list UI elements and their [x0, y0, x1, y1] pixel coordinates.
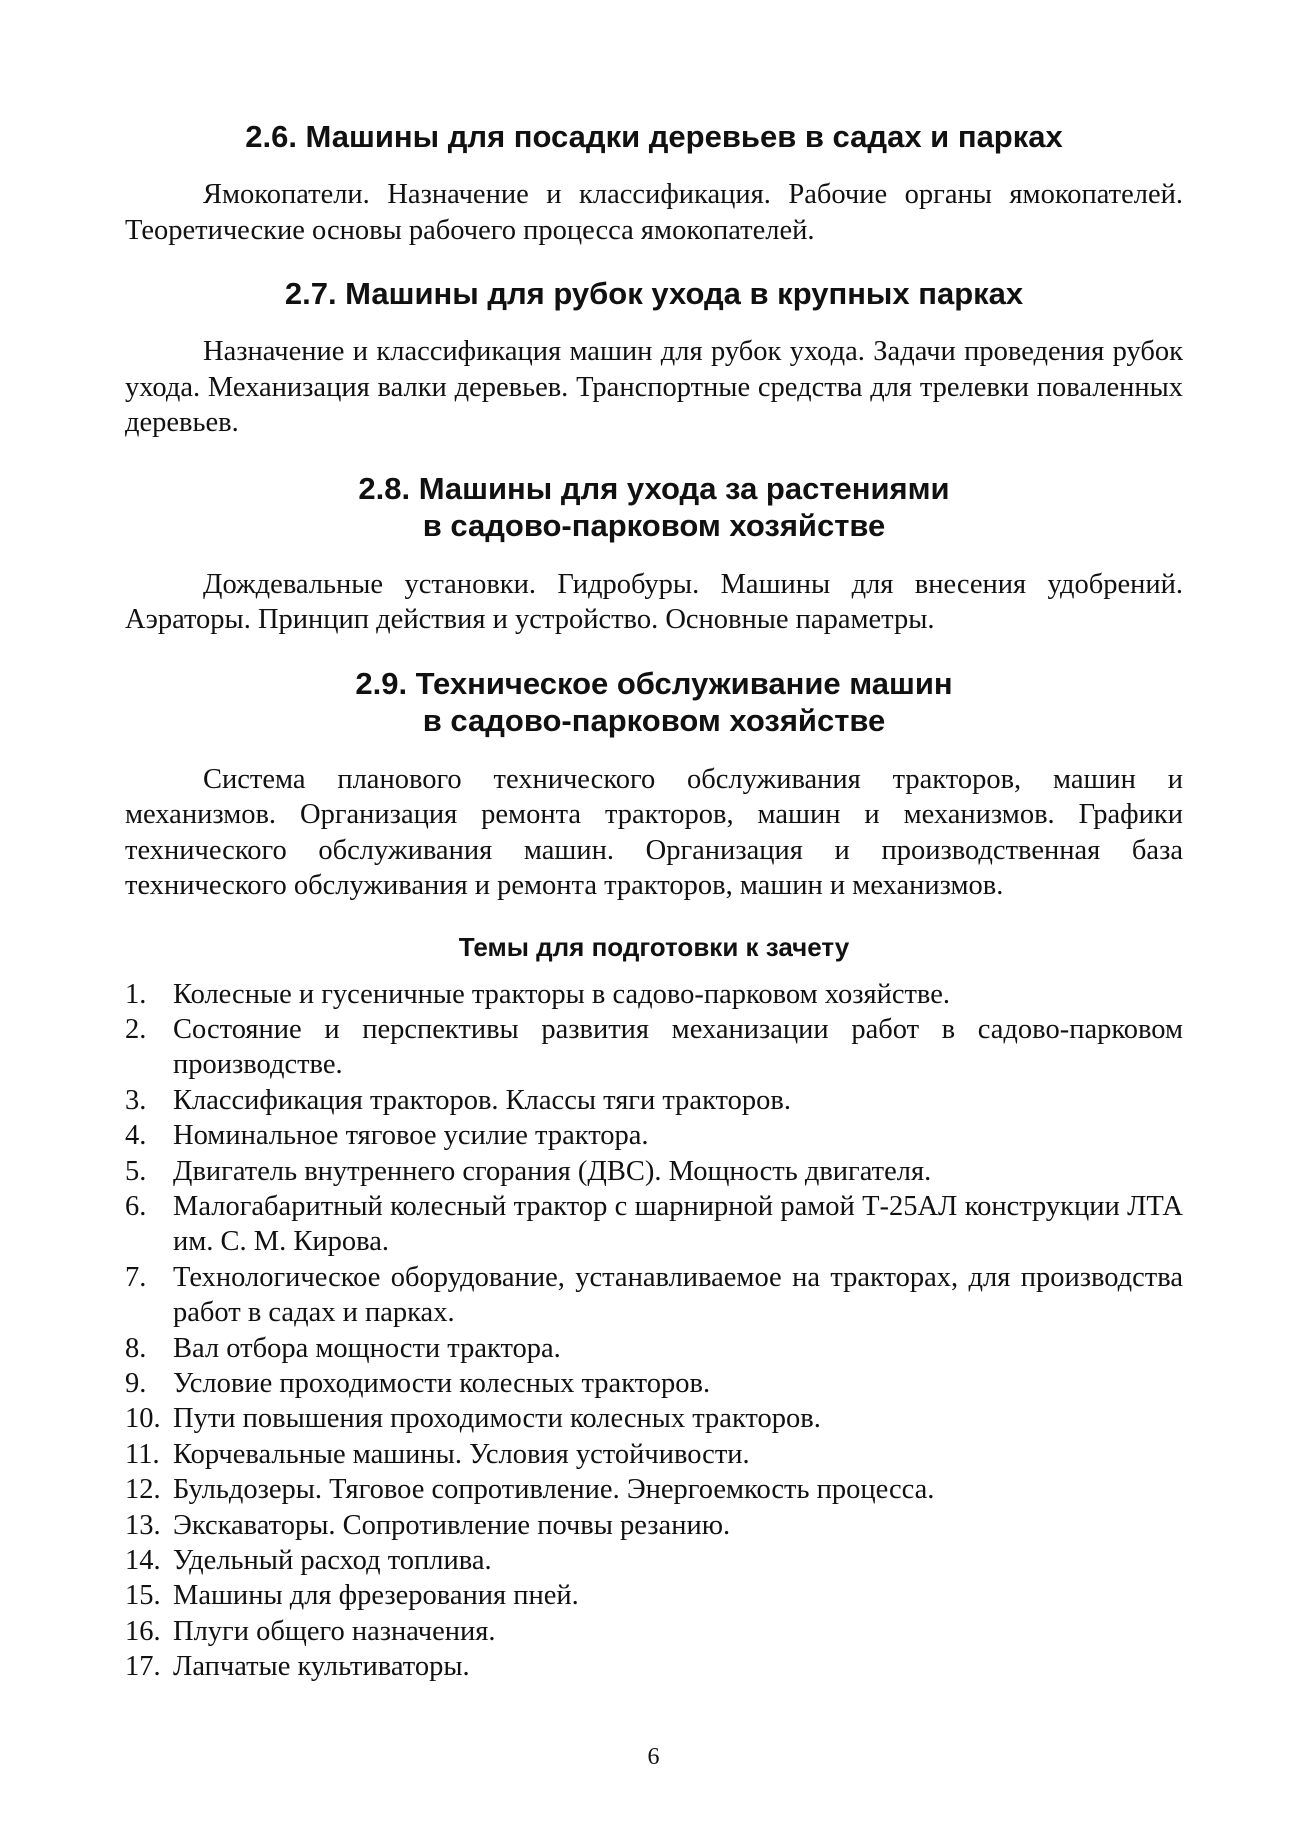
list-item-text: Состояние и перспективы развития механизации работ в садово-парковом производстве. [173, 1013, 1183, 1081]
list-item-text: Экскаваторы. Сопротивление почвы резанию. [173, 1509, 731, 1541]
list-item [125, 1543, 1183, 1578]
section-title-line: в садово-парковом хозяйстве [422, 702, 886, 738]
list-item [125, 1118, 1183, 1153]
section-title-line: 2.9. Техническое обслуживание машин [355, 665, 953, 701]
list-item-text: Пути повышения проходимости колесных тракторов. [173, 1403, 821, 1435]
section-title-line: в садово-парковом хозяйстве [422, 507, 886, 543]
list-item [125, 1260, 1183, 1331]
list-item-text: Колесные и гусеничные тракторы в садово-парковом хозяйстве. [173, 978, 950, 1010]
list-item-number: 13. [125, 1509, 161, 1541]
list-item [125, 1649, 1183, 1684]
list-item-number: 7. [125, 1261, 147, 1293]
list-item-text: Малогабаритный колесный трактор с шарнирной рамой Т-25АЛ конструкции ЛТА им. С. М. Кирова. [173, 1190, 1183, 1258]
section-2-8-text: Дождевальные установки. Гидробуры. Машины для внесения удобрений. Аэраторы. Принцип действия и устройство. Основные параметры. [125, 568, 1183, 635]
list-item [125, 1614, 1183, 1649]
list-item [125, 1331, 1183, 1366]
list-item [125, 1437, 1183, 1472]
list-item-number: 1. [125, 978, 147, 1010]
list-item-text: Классификация тракторов. Классы тяги тракторов. [173, 1084, 791, 1116]
list-item [125, 1012, 1183, 1083]
list-item [125, 1508, 1183, 1543]
list-item [125, 1401, 1183, 1436]
list-item-number: 17. [125, 1651, 161, 1683]
list-item-text: Плуги общего назначения. [173, 1615, 496, 1647]
list-item-number: 8. [125, 1332, 147, 1364]
list-item-text: Корчевальные машины. Условия устойчивости. [173, 1438, 750, 1470]
page-number: 6 [647, 1744, 660, 1770]
list-item-number: 16. [125, 1615, 161, 1647]
list-item-number: 3. [125, 1084, 147, 1116]
section-title-line: 2.6. Машины для посадки деревьев в садах и парках [245, 119, 1063, 154]
list-item [125, 1472, 1183, 1507]
list-item-number: 12. [125, 1474, 161, 1506]
list-item-number: 4. [125, 1120, 147, 1152]
list-item-text: Машины для фрезерования пней. [173, 1580, 579, 1612]
section-2-6-title [125, 118, 1183, 155]
list-item-text: Условие проходимости колесных тракторов. [173, 1367, 711, 1399]
list-item-text: Технологическое оборудование, устанавливаемое на тракторах, для производства работ в садах и парках. [173, 1261, 1183, 1329]
list-item-number: 5. [125, 1155, 147, 1187]
list-item-text: Двигатель внутреннего сгорания (ДВС). Мощность двигателя. [173, 1155, 932, 1187]
list-item-number: 10. [125, 1403, 161, 1435]
list-item-text: Удельный расход топлива. [173, 1545, 492, 1576]
list-item-number: 2. [125, 1013, 147, 1045]
document-page [125, 118, 1183, 1685]
section-title-line: 2.7. Машины для рубок ухода в крупных парках [284, 276, 1024, 311]
list-item-number: 9. [125, 1367, 147, 1399]
section-2-9-title [125, 665, 1183, 739]
section-2-7-text: Назначение и классификация машин для рубок ухода. Задачи проведения рубок ухода. Механизация валки деревьев. Транспортные средства для трелевки поваленных деревьев. [125, 336, 1183, 438]
list-item [125, 1083, 1183, 1118]
list-item [125, 1154, 1183, 1189]
list-item-text: Номинальное тяговое усилие трактора. [173, 1120, 649, 1152]
topics-list [125, 977, 1183, 1685]
list-item-number: 15. [125, 1580, 161, 1612]
section-2-7-title [125, 275, 1183, 312]
section-2-6-text: Ямокопатели. Назначение и классификация. Рабочие органы ямокопателей. Теоретические основы рабочего процесса ямокопателей. [125, 179, 1183, 246]
list-item-number: 11. [125, 1438, 160, 1470]
list-item-text: Бульдозеры. Тяговое сопротивление. Энергоемкость процесса. [173, 1474, 935, 1506]
list-item-number: 14. [125, 1545, 161, 1576]
list-item [125, 1578, 1183, 1613]
list-item [125, 1189, 1183, 1260]
section-2-8-title [125, 470, 1183, 544]
list-item [125, 1366, 1183, 1401]
list-item-text: Лапчатые культиваторы. [173, 1651, 470, 1683]
section-title-line: 2.8. Машины для ухода за растениями [358, 470, 950, 506]
section-2-9-text: Система планового технического обслуживания тракторов, машин и механизмов. Организация ремонта тракторов, машин и механизмов. Графики технического обслуживания машин. Организация и производственная база технического обслуживания и ремонта тракторов, машин и механизмов. [125, 763, 1183, 901]
list-item-text: Вал отбора мощности трактора. [173, 1332, 561, 1364]
list-item [125, 977, 1183, 1012]
topics-heading: Темы для подготовки к зачету [458, 931, 850, 962]
list-item-number: 6. [125, 1190, 147, 1222]
